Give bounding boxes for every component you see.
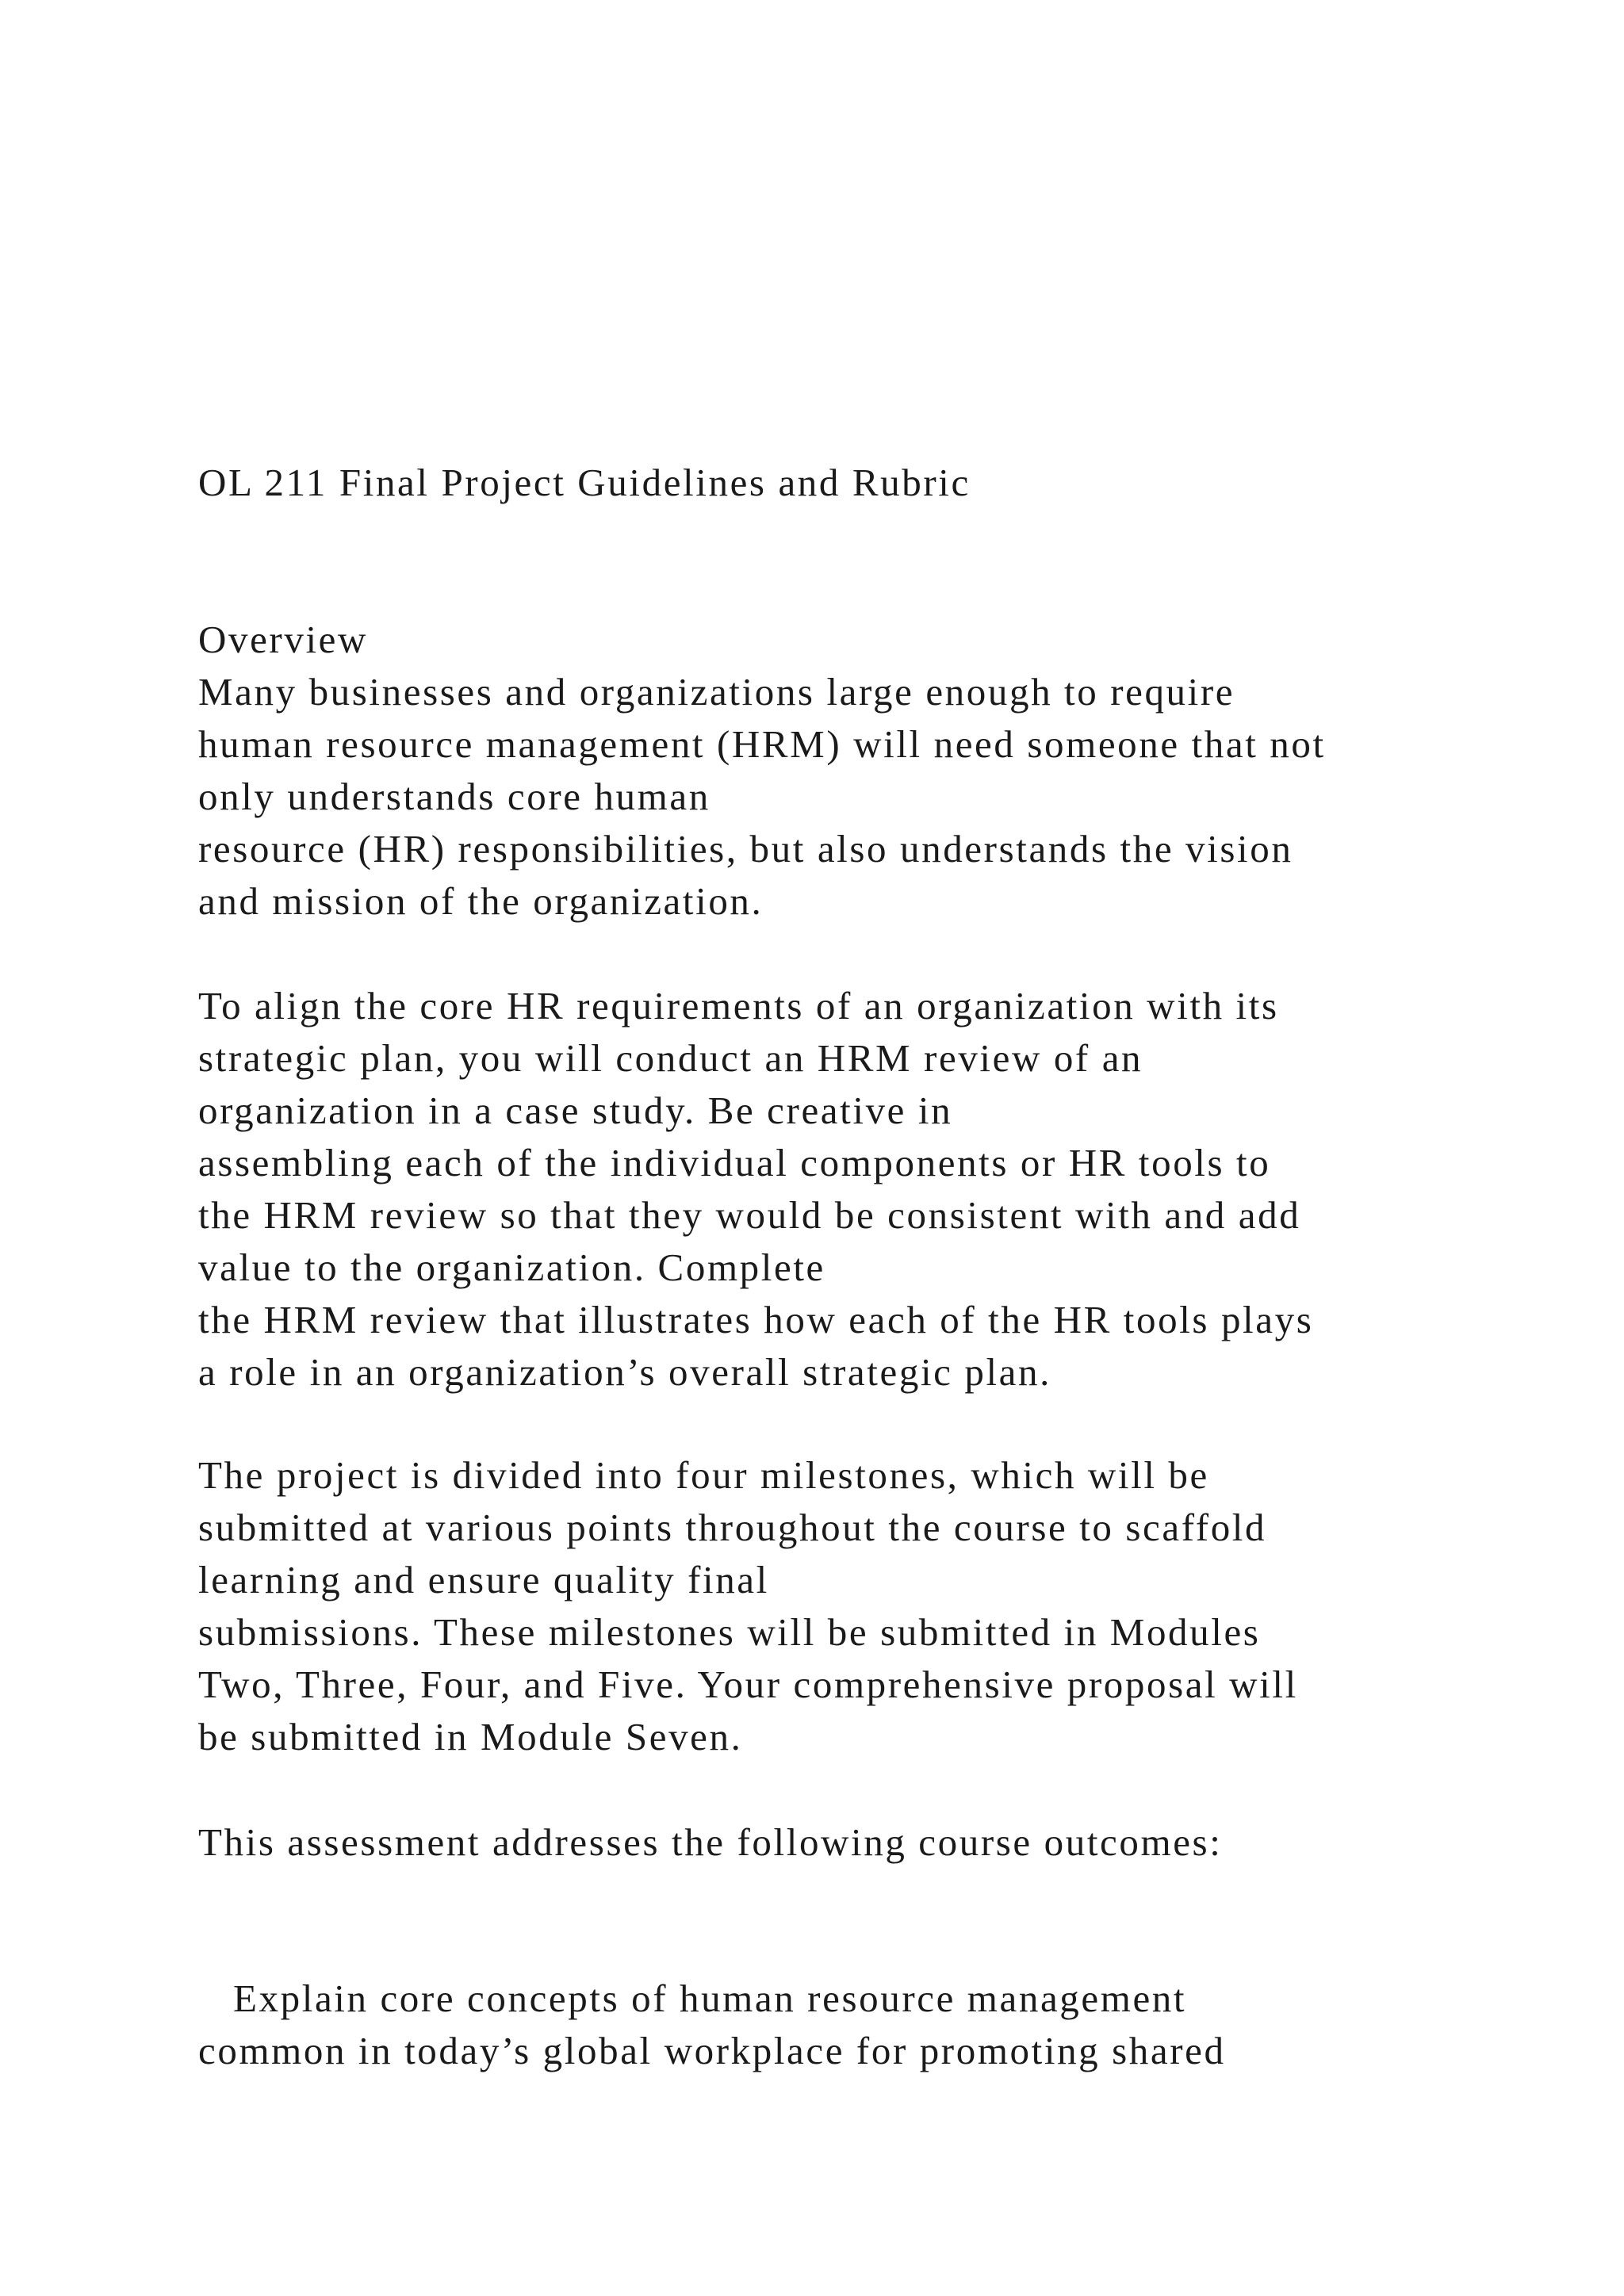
document-title xyxy=(198,457,1499,509)
paragraph-line: Two, Three, Four, and Five. Your comprehensive proposal will xyxy=(198,1663,1298,1706)
overview-line: Many businesses and organizations large enough to require xyxy=(198,670,1235,714)
paragraph-line: learning and ensure quality final xyxy=(198,1558,769,1601)
bullet-line: common in today’s global workplace for promoting shared xyxy=(198,2029,1226,2072)
overview-line: human resource management (HRM) will need someone that not xyxy=(198,722,1326,766)
paragraph-line: The project is divided into four milestones, which will be xyxy=(198,1453,1209,1497)
paragraph-line: organization in a case study. Be creative in xyxy=(198,1089,953,1132)
title-text: OL 211 Final Project Guidelines and Rubric xyxy=(198,461,971,504)
bullet-text: Explain core concepts of human resource management xyxy=(233,1976,1187,2020)
bullet-first-line xyxy=(198,1973,1499,2025)
overview-line: only understands core human xyxy=(198,775,710,818)
outcome-bullet-item xyxy=(198,1973,1499,2077)
overview-section xyxy=(198,614,1499,928)
paragraph-line: assembling each of the individual components or HR tools to xyxy=(198,1141,1271,1184)
paragraph-line: submissions. These milestones will be submitted in Modules xyxy=(198,1610,1261,1654)
overview-heading: Overview xyxy=(198,618,369,661)
outcomes-intro-paragraph xyxy=(198,1816,1499,1869)
paragraph-line: value to the organization. Complete xyxy=(198,1246,825,1289)
paragraph-line: be submitted in Module Seven. xyxy=(198,1715,743,1758)
hrm-review-paragraph xyxy=(198,980,1499,1399)
paragraph-line: To align the core HR requirements of an organization with its xyxy=(198,984,1279,1027)
paragraph-line: strategic plan, you will conduct an HRM review of an xyxy=(198,1036,1143,1080)
overview-line: resource (HR) responsibilities, but also understands the vision xyxy=(198,827,1293,871)
overview-line: and mission of the organization. xyxy=(198,879,764,923)
paragraph-line: the HRM review that illustrates how each of the HR tools plays xyxy=(198,1298,1314,1341)
milestones-paragraph xyxy=(198,1449,1499,1763)
paragraph-line: a role in an organization’s overall strategic plan. xyxy=(198,1350,1051,1394)
paragraph-line: the HRM review so that they would be consistent with and add xyxy=(198,1193,1301,1237)
paragraph-line: submitted at various points throughout the course to scaffold xyxy=(198,1506,1267,1549)
paragraph-line: This assessment addresses the following course outcomes: xyxy=(198,1820,1223,1864)
